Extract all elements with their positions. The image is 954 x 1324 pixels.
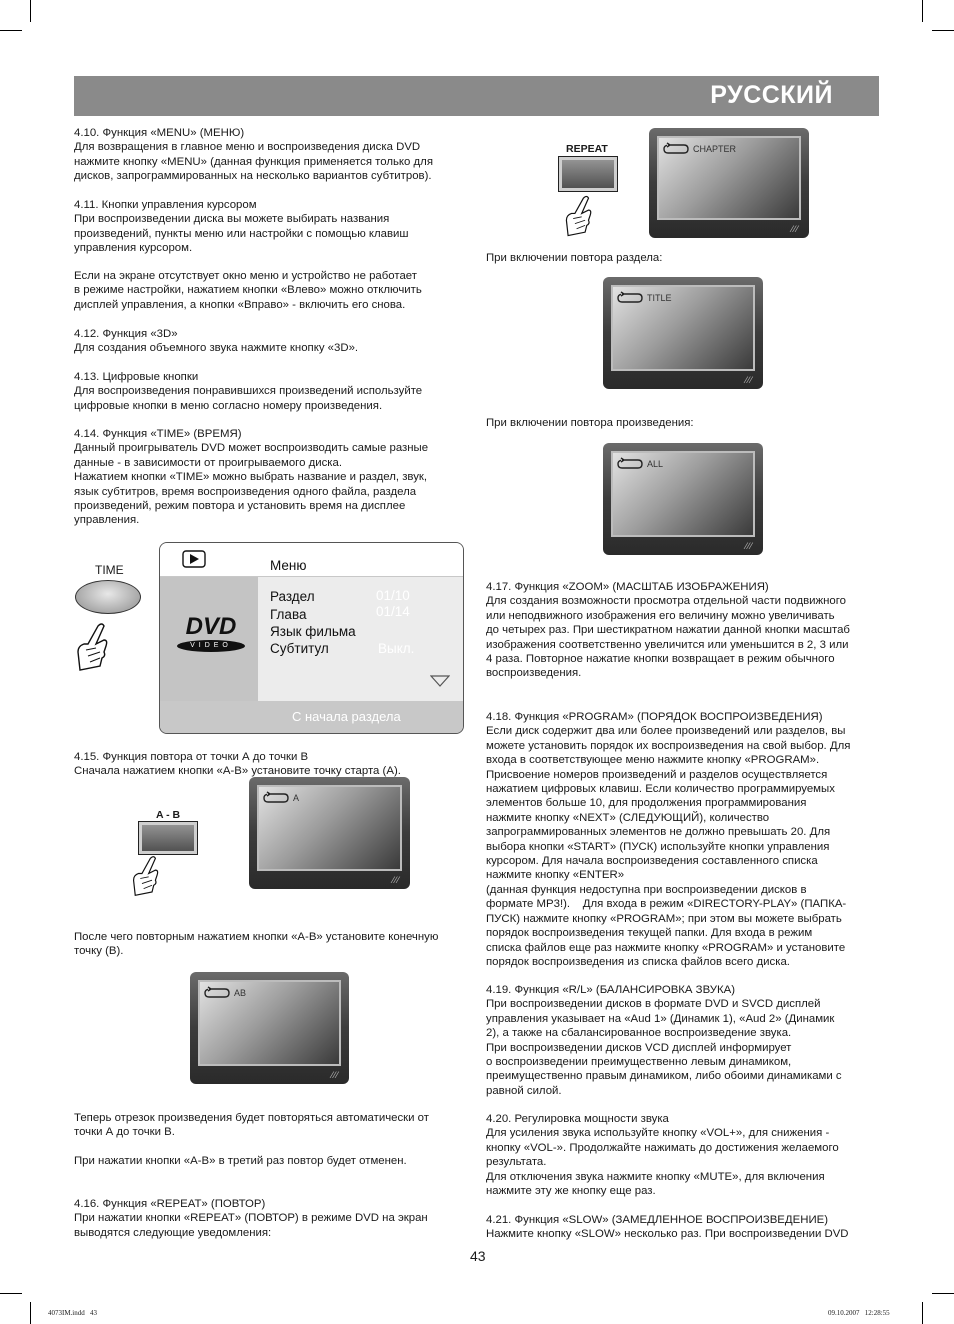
menu-item-label[interactable]: Глава: [270, 607, 307, 622]
crop-mark: [922, 1302, 923, 1324]
footer-date: 09.10.2007 12:28:55: [828, 1309, 890, 1317]
section-4-10: 4.10. Функция «MENU» (МЕНЮ) Для возвращения в главное меню и воспроизведения диска DVD нажмите кнопку «MENU» (данная функция применяется только для дисков, запрограммированных на несколько вариантов субтитров).: [74, 127, 433, 183]
menu-item-label[interactable]: Субтитул: [270, 641, 329, 656]
tv-screen-ab: [190, 972, 349, 1084]
section-4-16: 4.16. Функция «REPEAT» (ПОВТОР) При нажатии кнопки «REPEAT» (ПОВТОР) в режиме DVD на экран выводятся следующие уведомления:: [74, 1198, 428, 1239]
menu-item-value: Выкл.: [378, 641, 415, 656]
tv-grille: ⁄⁄⁄: [745, 541, 753, 551]
menu-footer-text[interactable]: С начала раздела: [292, 709, 401, 724]
repeat-indicator: [663, 142, 736, 156]
tv-grille: ⁄⁄⁄: [392, 875, 400, 885]
tv-screen-title: [603, 277, 763, 389]
menu-item-value: 01/14: [376, 604, 410, 619]
repeat-icon: [263, 791, 289, 805]
repeat-mode-text: AB: [234, 988, 247, 998]
footer-file: 4073IM.indd 43: [48, 1309, 97, 1317]
ab-button[interactable]: [138, 821, 198, 855]
tv-grille: ⁄⁄⁄: [791, 224, 799, 234]
hand-pointer-icon: [74, 622, 114, 672]
ab-cancel-note: При нажатии кнопки «A-B» в третий раз повтор будет отменен.: [74, 1155, 407, 1167]
dvd-logo: DVD VIDEO: [176, 615, 246, 652]
crop-mark: [932, 30, 954, 31]
ab-button-label: A - B: [156, 809, 181, 821]
repeat-button[interactable]: [558, 156, 618, 192]
hand-pointer-icon: [563, 194, 597, 238]
play-icon: [182, 550, 206, 568]
tv-screen-all: [603, 443, 763, 555]
crop-mark: [30, 1302, 31, 1324]
crop-mark: [932, 1293, 954, 1294]
menu-item-value: 01/10: [376, 588, 410, 603]
repeat-indicator: [617, 457, 663, 471]
repeat-indicator: [263, 791, 299, 805]
tv-grille: ⁄⁄⁄: [745, 375, 753, 385]
language-header-bar: [74, 76, 879, 116]
crop-mark: [30, 0, 31, 22]
repeat-icon: [663, 142, 689, 156]
repeat-mode-text: TITLE: [647, 293, 672, 303]
section-4-14: 4.14. Функция «TIME» (ВРЕМЯ) Данный проигрыватель DVD может воспроизводить самые разные данные - в зависимости от проигрываемого диска. Нажатием кнопки «TIME» можно выбрать название и раздел, звук, язык субтитров, время воспроизведения одного файла, раздела произведений, режим повтора и установить время на дисплее управления.: [74, 428, 429, 527]
section-4-17: 4.17. Функция «ZOOM» (МАСШТАБ ИЗОБРАЖЕНИЯ) Для создания возможности просмотра отдельной части подвижного или неподвижного изображения его величину можно увеличивать до четырех раз. При шестикратном нажатии данной кнопки масштаб изображения соответственно увеличится или уменьшится в 2, 3 или 4 раза. Повторное нажатие кнопки возвращает в режим обычного воспроизведения.: [486, 581, 850, 680]
tv-screen-a: [249, 777, 410, 889]
crop-mark: [0, 1293, 22, 1294]
section-4-12: 4.12. Функция «3D» Для создания объемного звука нажмите кнопку «3D».: [74, 328, 359, 355]
cursor-note: Если на экране отсутствует окно меню и устройство не работает в режиме настройки, нажатием кнопки «Влево» можно отключить дисплей управления, а кнопки «Вправо» - включить его снова.: [74, 270, 422, 311]
repeat-mode-text: CHAPTER: [693, 144, 737, 154]
menu-item-label[interactable]: Раздел: [270, 589, 315, 604]
repeat-icon: [617, 291, 643, 305]
section-4-19: 4.19. Функция «R/L» (БАЛАНСИРОВКА ЗВУКА) При воспроизведении дисков в формате DVD и SVCD дисплей управления указывает на «Aud 1» (Динамик 1), «Aud 2» (Динамик 2), а также на сбалансированное воспроизведение звука. При воспроизведении дисков VCD дисплей информирует о воспроизведении преимущественно левым динамиком, преимущественно правым динамиком, либо обоими динамиками с равной силой.: [486, 984, 842, 1097]
crop-mark: [0, 30, 22, 31]
section-4-11: 4.11. Кнопки управления курсором При воспроизведении диска вы можете выбирать названия произведений, пункты меню или настройки с помощью клавиш управления курсором.: [74, 199, 409, 255]
scroll-down-icon[interactable]: [430, 675, 450, 687]
repeat-mode-text: A: [293, 793, 300, 803]
caption-all-repeat: При включении повтора произведения:: [486, 417, 694, 429]
tv-screen-chapter: [649, 128, 809, 238]
section-4-15: 4.15. Функция повтора от точки А до точки В Сначала нажатием кнопки «A-B» установите точку старта (А).: [74, 751, 401, 778]
menu-header: [160, 543, 463, 577]
repeat-indicator: [204, 986, 246, 1000]
hand-pointer-icon: [130, 855, 164, 897]
caption-title-repeat: При включении повтора раздела:: [486, 252, 663, 264]
section-4-20: 4.20. Регулировка мощности звука Для усиления звука используйте кнопку «VOL+», для снижения - кнопку «VOL-». Продолжайте нажимать до достижения желаемого результата. Для отключения звука нажмите кнопку «MUTE», для включения нажмите эту же кнопку еще раз.: [486, 1113, 839, 1198]
section-4-18: 4.18. Функция «PROGRAM» (ПОРЯДОК ВОСПРОИЗВЕДЕНИЯ) Если диск содержит два или более произведений или разделов, вы можете установить порядок их воспроизведения на свой выбор. Для входа в соответствующее меню нажмите кнопку «PROGRAM». Присвоение номеров произведений и разделов осуществляется нажатием цифровых клавиш. Если количество программируемых элементов больше 10, для продолжения программирования нажмите кнопку «NEXT» (СЛЕДУЮЩИЙ), количество запрограммированных элементов не должно превышать 20. Для выбора кнопки «START» (ПУСК) используйте кнопки управления курсором. Для начала воспроизведения составленного списка нажмите кнопку «ENTER» (данная функция недоступна при воспроизведении дисков в формате MP3!). Для входа в режим «DIRECTORY-PLAY» (ПАПКА- ПУСК) нажмите кнопку «PROGRAM»; при этом вы можете выбрать порядок воспроизведения текущей папки. Для входа в режим списка файлов еще раз нажмите кнопку «PROGRAM» и установите порядок воспроизведения из списка файлов всего диска.: [486, 711, 851, 968]
repeat-icon: [617, 457, 643, 471]
ab-repeat-note: Теперь отрезок произведения будет повторяться автоматически от точки А до точки В.: [74, 1112, 429, 1139]
language-title: РУССКИЙ: [710, 81, 833, 109]
menu-item-label[interactable]: Язык фильма: [270, 624, 356, 639]
menu-title: Меню: [270, 558, 307, 573]
menu-logo-panel: [160, 577, 258, 701]
repeat-mode-text: ALL: [647, 459, 664, 469]
section-4-13: 4.13. Цифровые кнопки Для воспроизведения понравившихся произведений используйте цифровые кнопки в меню согласно номеру произведения.: [74, 371, 423, 412]
repeat-icon: [204, 986, 230, 1000]
page-number: 43: [470, 1248, 486, 1264]
repeat-button-label: REPEAT: [566, 143, 608, 155]
dvd-menu-screen: [159, 542, 464, 734]
time-button-label: TIME: [95, 563, 124, 577]
time-button[interactable]: [75, 580, 141, 614]
crop-mark: [922, 0, 923, 22]
tv-grille: ⁄⁄⁄: [331, 1070, 339, 1080]
repeat-indicator: [617, 291, 672, 305]
section-4-21: 4.21. Функция «SLOW» (ЗАМЕДЛЕННОЕ ВОСПРОИЗВЕДЕНИЕ) Нажмите кнопку «SLOW» несколько раз. При воспроизведении DVD: [486, 1214, 849, 1241]
ab-end-note: После чего повторным нажатием кнопки «A-B» установите конечную точку (В).: [74, 931, 439, 958]
